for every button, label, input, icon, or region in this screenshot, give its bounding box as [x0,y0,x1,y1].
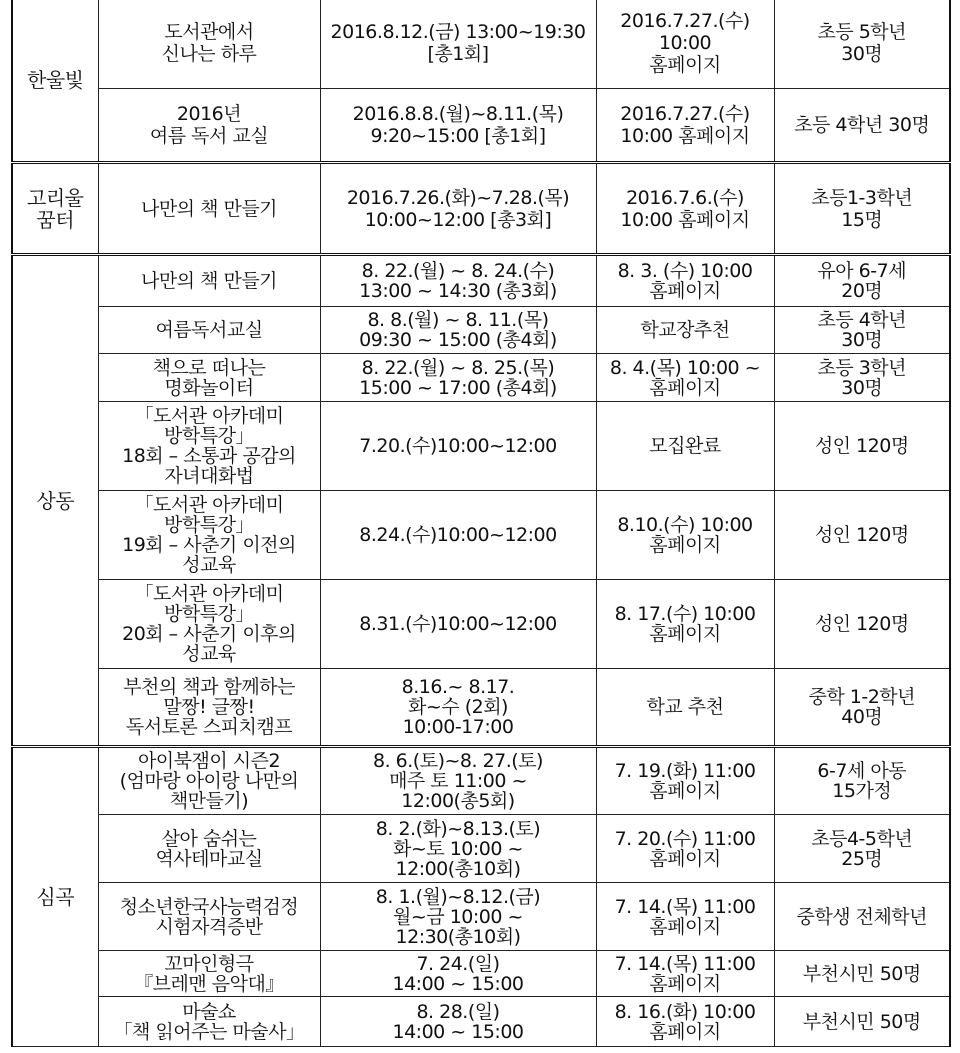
target-cell: 초등 5학년 30명 [774,0,950,89]
program-cell: 여름독서교실 [98,307,320,354]
target-cell: 6-7세 아동 15가정 [774,747,950,815]
period-cell: 8.16.~ 8.17. 화~수 (2회) 10:00-17:00 [320,669,596,747]
target-cell: 부천시민 50명 [774,951,950,997]
program-cell: 나만의 책 만들기 [98,163,320,255]
table-row [12,491,950,580]
period-cell: 8. 6.(토)~8. 27.(토) 매주 토 11:00 ~ 12:00(총5회) [320,747,596,815]
table-row [12,163,950,255]
target-cell: 초등 4학년 30명 [774,307,950,354]
table-row [12,815,950,883]
table-row [12,89,950,163]
program-cell: 「도서관 아카데미 방학특강」 19회 – 사춘기 이전의 성교육 [98,491,320,580]
apply-cell: 2016.7.6.(수) 10:00 홈페이지 [596,163,774,255]
program-cell: 도서관에서 신나는 하루 [98,0,320,89]
apply-cell: 8. 4.(목) 10:00 ~ 홈페이지 [596,354,774,402]
program-cell: 책으로 떠나는 명화놀이터 [98,354,320,402]
target-cell: 성인 120명 [774,491,950,580]
period-cell: 7.20.(수)10:00~12:00 [320,402,596,491]
program-cell: 마술쇼 「책 읽어주는 마술사」 [98,997,320,1047]
program-cell: 「도서관 아카데미 방학특강」 18회 – 소통과 공감의 자녀대화법 [98,402,320,491]
program-cell: 살아 숨쉬는 역사테마교실 [98,815,320,883]
apply-cell: 모집완료 [596,402,774,491]
table-row [12,0,950,89]
target-cell: 성인 120명 [774,402,950,491]
period-cell: 8. 28.(일) 14:00 ~ 15:00 [320,997,596,1047]
library-name-cell: 심곡 [12,747,98,1047]
target-cell: 초등1-3학년 15명 [774,163,950,255]
apply-cell: 학교 추천 [596,669,774,747]
apply-cell: 8. 16.(화) 10:00 홈페이지 [596,997,774,1047]
table-row [12,580,950,669]
period-cell: 8. 2.(화)~8.13.(토) 화~토 10:00 ~ 12:00(총10회) [320,815,596,883]
target-cell: 중학생 전체학년 [774,883,950,951]
apply-cell: 8.10.(수) 10:00 홈페이지 [596,491,774,580]
table-row [12,883,950,951]
program-schedule-table [11,0,951,1047]
table-row [12,669,950,747]
program-cell: 아이북잼이 시즌2 (엄마랑 아이랑 나만의 책만들기) [98,747,320,815]
period-cell: 8. 22.(월) ~ 8. 24.(수) 13:00 ~ 14:30 (총3회) [320,255,596,307]
apply-cell: 8. 3. (수) 10:00 홈페이지 [596,255,774,307]
apply-cell: 7. 20.(수) 11:00 홈페이지 [596,815,774,883]
apply-cell: 2016.7.27.(수) 10:00 홈페이지 [596,0,774,89]
target-cell: 초등 3학년 30명 [774,354,950,402]
target-cell: 유아 6-7세 20명 [774,255,950,307]
target-cell: 성인 120명 [774,580,950,669]
target-cell: 중학 1-2학년 40명 [774,669,950,747]
table-row [12,354,950,402]
target-cell: 초등 4학년 30명 [774,89,950,163]
library-name-cell: 고리울 꿈터 [12,163,98,255]
program-cell: 2016년 여름 독서 교실 [98,89,320,163]
period-cell: 8.31.(수)10:00~12:00 [320,580,596,669]
program-cell: 꼬마인형극 『브레맨 음악대』 [98,951,320,997]
program-cell: 청소년한국사능력검정 시험자격증반 [98,883,320,951]
period-cell: 2016.8.8.(월)~8.11.(목) 9:20~15:00 [총1회] [320,89,596,163]
period-cell: 2016.8.12.(금) 13:00~19:30 [총1회] [320,0,596,89]
library-name-cell: 한울빛 [12,0,98,163]
apply-cell: 7. 14.(목) 11:00 홈페이지 [596,951,774,997]
library-name-cell: 상동 [12,255,98,747]
period-cell: 8. 1.(월)~8.12.(금) 월~금 10:00 ~ 12:30(총10회) [320,883,596,951]
table-row [12,997,950,1047]
target-cell: 부천시민 50명 [774,997,950,1047]
period-cell: 8.24.(수)10:00~12:00 [320,491,596,580]
program-cell: 「도서관 아카데미 방학특강」 20회 – 사춘기 이후의 성교육 [98,580,320,669]
target-cell: 초등4-5학년 25명 [774,815,950,883]
table-row [12,402,950,491]
period-cell: 7. 24.(일) 14:00 ~ 15:00 [320,951,596,997]
table-row [12,747,950,815]
apply-cell: 학교장추천 [596,307,774,354]
apply-cell: 7. 19.(화) 11:00 홈페이지 [596,747,774,815]
apply-cell: 2016.7.27.(수) 10:00 홈페이지 [596,89,774,163]
apply-cell: 8. 17.(수) 10:00 홈페이지 [596,580,774,669]
period-cell: 8. 8.(월) ~ 8. 11.(목) 09:30 ~ 15:00 (총4회) [320,307,596,354]
table-row [12,951,950,997]
apply-cell: 7. 14.(목) 11:00 홈페이지 [596,883,774,951]
table-row [12,307,950,354]
program-cell: 부천의 책과 함께하는 말짱! 글짱! 독서토론 스피치캠프 [98,669,320,747]
table-row [12,255,950,307]
period-cell: 8. 22.(월) ~ 8. 25.(목) 15:00 ~ 17:00 (총4회) [320,354,596,402]
program-cell: 나만의 책 만들기 [98,255,320,307]
period-cell: 2016.7.26.(화)~7.28.(목) 10:00~12:00 [총3회] [320,163,596,255]
